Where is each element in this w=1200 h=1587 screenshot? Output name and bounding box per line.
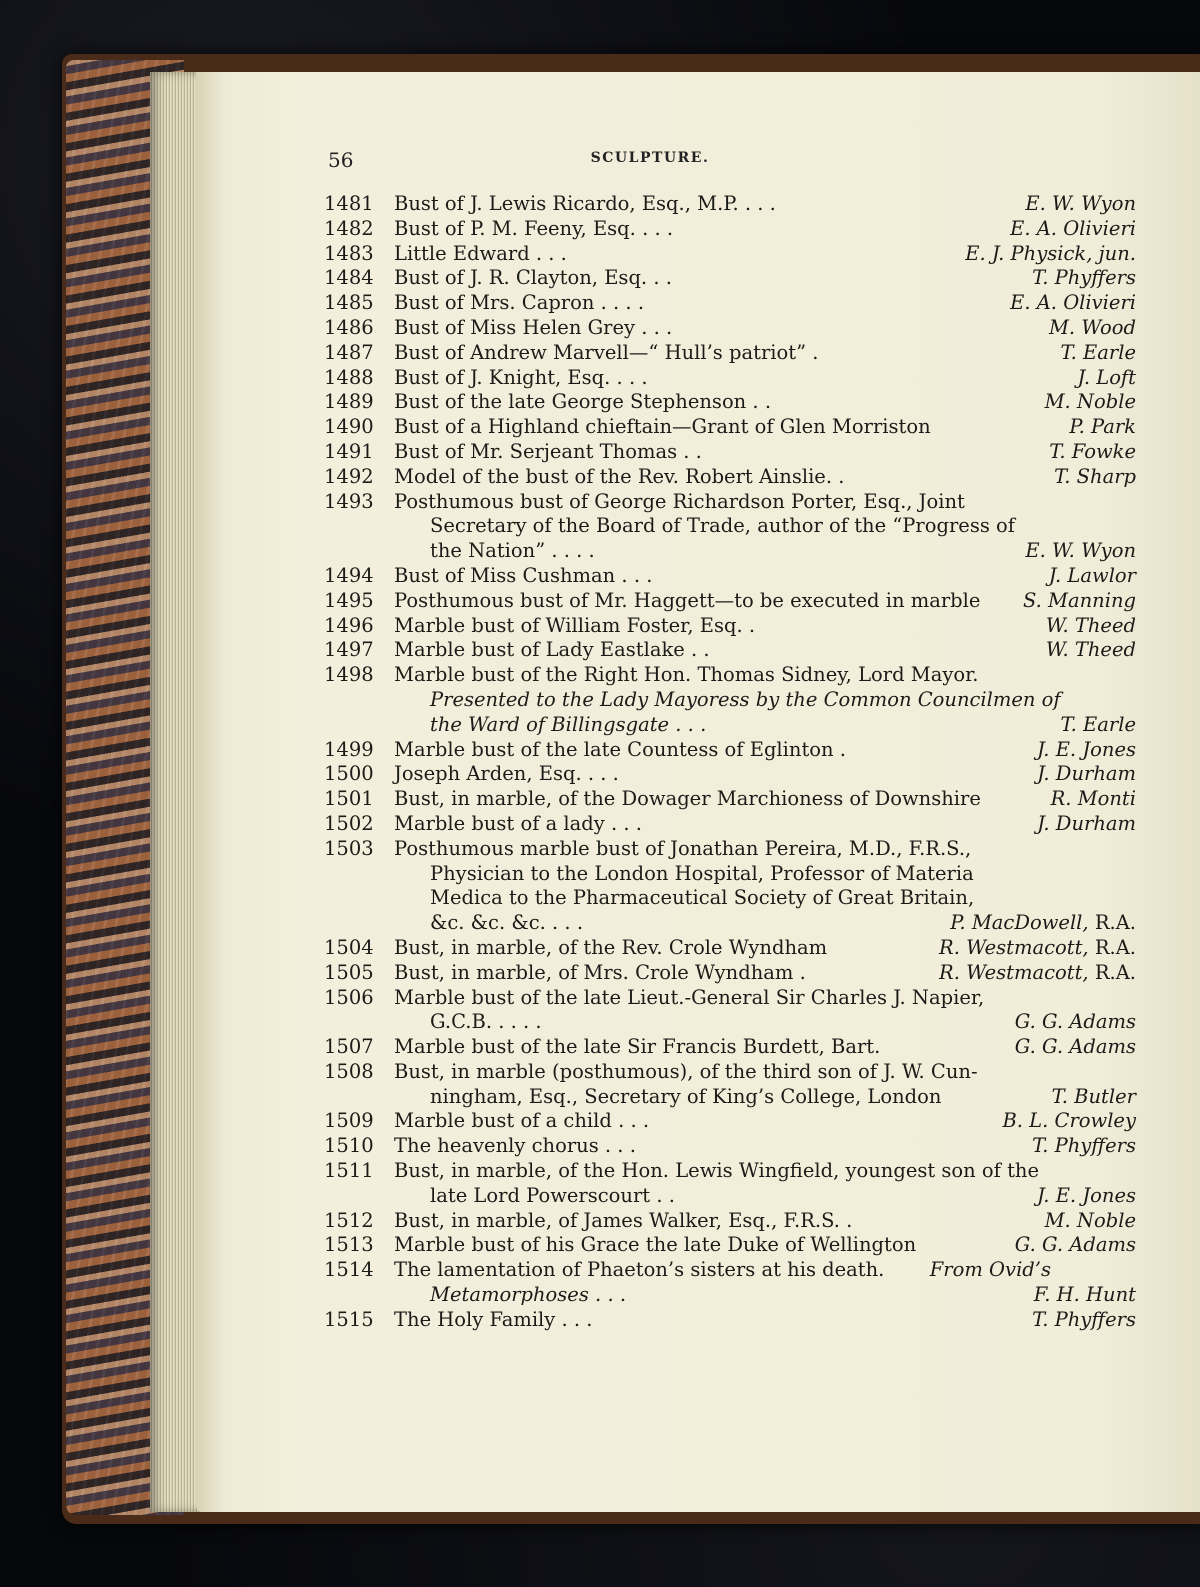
entry-artist [1032,266,1136,291]
entry-line [324,1258,1136,1283]
entry-title: Marble bust of the late Lieut.-General Sir Charles J. Napier, [394,985,985,1009]
entry-line [324,217,1136,242]
catalogue-entry [324,1258,1136,1308]
catalogue-entry [324,564,1136,589]
catalogue-entry [324,415,1136,440]
artist-name: T. Phyffers [1032,1134,1136,1158]
entry-line [324,812,1136,837]
catalogue-entry [324,738,1136,763]
entry-title: late Lord Powerscourt . . [430,1183,675,1207]
entry-title: Bust, in marble, of Mrs. Crole Wyndham . [394,960,806,984]
entry-artist [1046,638,1136,663]
entry-artist [1032,1134,1136,1159]
entry-line [324,1035,1136,1060]
catalogue-entry [324,1035,1136,1060]
entry-title: Bust of P. M. Feeny, Esq. . . . [394,216,674,240]
entry-title: Little Edward . . . [394,241,567,265]
catalogue-entry [324,1109,1136,1134]
entry-artist [1061,341,1137,366]
entry-title: Bust of a Highland chieftain—Grant of Glen Morriston [394,415,931,439]
entry-number: 1488 [324,365,374,389]
entry-number: 1492 [324,464,374,488]
entry-title: Model of the bust of the Rev. Robert Ainslie. . [394,464,845,488]
entry-artist [1032,1308,1136,1333]
entry-line [324,589,1136,614]
entry-artist [1051,787,1136,812]
artist-name: T. Fowke [1049,439,1136,463]
entry-title: ningham, Esq., Secretary of King’s College, London [430,1084,942,1108]
entry-line [324,1308,1136,1333]
entry-artist [1052,1085,1136,1110]
entry-number: 1497 [324,638,374,662]
catalogue-entry [324,614,1136,639]
artist-name: J. E. Jones [1037,1183,1136,1207]
entry-number: 1515 [324,1307,374,1331]
catalogue-entry [324,1159,1136,1209]
entry-number: 1485 [324,291,374,315]
entry-title: Medica to the Pharmaceutical Society of Great Britain, [430,886,975,910]
entry-artist [1015,1035,1136,1060]
entry-line [324,986,1136,1011]
entry-artist [1049,440,1136,465]
entry-line [324,490,1136,515]
catalogue-entry [324,787,1136,812]
entry-line [324,762,1136,787]
entry-artist [1049,316,1136,341]
entry-title: Marble bust of William Foster, Esq. . [394,613,756,637]
entry-title: Bust of Miss Helen Grey . . . [394,315,673,339]
artist-name: T. Sharp [1054,464,1136,488]
entry-number: 1482 [324,216,374,240]
entry-number: 1506 [324,985,374,1009]
artist-name: J. Loft [1077,365,1136,389]
artist-name: E. J. Physick, jun. [965,241,1136,265]
entry-number: 1503 [324,836,374,860]
entry-line [324,911,1136,936]
catalogue-entry [324,366,1136,391]
entry-title: Secretary of the Board of Trade, author of the “Progress of [430,514,1015,538]
artist-name: T. Earle [1060,712,1136,736]
entry-number: 1512 [324,1208,374,1232]
artist-suffix: R.A. [1088,960,1136,984]
entry-number: 1484 [324,266,374,290]
entry-number: 1491 [324,439,374,463]
entry-artist [1045,390,1136,415]
entry-line [324,316,1136,341]
entry-number: 1505 [324,960,374,984]
entry-number: 1494 [324,563,374,587]
entry-number: 1504 [324,935,374,959]
catalogue-entry [324,192,1136,217]
entry-title: Marble bust of a child . . . [394,1109,650,1133]
entry-line [324,1184,1136,1209]
artist-name: T. Butler [1051,1084,1136,1108]
artist-suffix: R.A. [1088,911,1136,935]
artist-name: M. Noble [1044,390,1136,414]
artist-name: E. A. Olivieri [1010,216,1136,240]
artist-name: T. Phyffers [1032,266,1136,290]
entry-title: Marble bust of Lady Eastlake . . [394,638,710,662]
catalogue-entry [324,217,1136,242]
entry-artist [1034,1283,1136,1308]
entry-title: Marble bust of the Right Hon. Thomas Sidney, Lord Mayor. [394,663,979,687]
entry-line [324,539,1136,564]
catalogue-entry [324,291,1136,316]
entry-line [324,713,1136,738]
entry-number: 1509 [324,1109,374,1133]
catalogue-entry [324,663,1136,737]
page-number: 56 [328,148,354,172]
entry-artist [950,911,1136,936]
entry-line [324,614,1136,639]
catalogue-entry [324,961,1136,986]
entry-line [324,390,1136,415]
entry-artist [1025,539,1136,564]
entry-title: The heavenly chorus . . . [394,1134,636,1158]
entry-number: 1481 [324,192,374,215]
catalogue-entry [324,1308,1136,1333]
entry-line [324,465,1136,490]
entry-artist [1037,1184,1136,1209]
entry-number: 1500 [324,762,374,786]
artist-name: G. G. Adams [1014,1010,1136,1034]
entry-artist [1015,1233,1136,1258]
entry-line [324,1283,1136,1308]
entry-artist [1025,192,1136,217]
entry-artist [1015,1010,1136,1035]
entry-line [324,564,1136,589]
entry-number: 1510 [324,1134,374,1158]
entry-line [324,1085,1136,1110]
entry-number: 1514 [324,1258,374,1282]
entry-artist [939,936,1136,961]
entry-line [324,1233,1136,1258]
catalogue-entry [324,638,1136,663]
entry-title: Posthumous bust of George Richardson Porter, Esq., Joint [394,489,965,513]
entry-title: Bust of Andrew Marvell—“ Hull’s patriot” . [394,340,819,364]
entry-artist [1037,812,1136,837]
entry-line [324,961,1136,986]
entry-title: &c. &c. &c. . . . [430,911,584,935]
entry-artist [1061,713,1137,738]
entry-line [324,1134,1136,1159]
catalogue-entry [324,1134,1136,1159]
catalogue-entry [324,986,1136,1036]
entry-title: Bust of J. R. Clayton, Esq. . . [394,266,672,290]
entry-title: Bust, in marble, of the Hon. Lewis Wingfield, youngest son of the [394,1159,1040,1183]
artist-name: M. Wood [1048,315,1136,339]
entry-artist [1046,614,1136,639]
catalogue-entry [324,812,1136,837]
catalogue-entry [324,266,1136,291]
artist-name: R. Monti [1050,787,1136,811]
entry-title: Joseph Arden, Esq. . . . [394,762,619,786]
entry-title: Posthumous bust of Mr. Haggett—to be executed in marble [394,588,981,612]
entry-artist [1037,738,1136,763]
entry-line [324,1010,1136,1035]
entry-number: 1498 [324,663,374,687]
entry-line [324,1060,1136,1085]
entry-artist [1069,415,1136,440]
entry-line [324,192,1136,217]
entry-title: Bust of Mr. Serjeant Thomas . . [394,439,702,463]
entry-title: The lamentation of Phaeton’s sisters at his death. [394,1258,885,1282]
entry-title: Physician to the London Hospital, Professor of Materia [430,861,974,885]
entry-inline-note: From Ovid’s [929,1258,1051,1282]
artist-name: J. Durham [1037,762,1136,786]
catalogue-entry [324,316,1136,341]
section-title: SCULPTURE. [590,150,710,166]
catalogue-entry [324,242,1136,267]
artist-name: T. Earle [1060,340,1136,364]
entry-line [324,837,1136,862]
entry-number: 1486 [324,315,374,339]
entry-artist [1045,1209,1136,1234]
artist-name: J. Durham [1037,811,1136,835]
entry-number: 1507 [324,1035,374,1059]
entry-number: 1489 [324,390,374,414]
catalogue-entry [324,341,1136,366]
entry-number: 1487 [324,340,374,364]
entry-artist [1002,1109,1136,1134]
artist-name: B. L. Crowley [1002,1109,1136,1133]
entry-line [324,341,1136,366]
catalogue-entry [324,837,1136,936]
entry-title: G.C.B. . . . . [430,1010,542,1034]
entry-line [324,936,1136,961]
artist-name: G. G. Adams [1014,1035,1136,1059]
entry-artist [1049,564,1136,589]
entry-number: 1501 [324,787,374,811]
entry-line [324,886,1136,911]
entry-line [324,514,1136,539]
entry-title: Posthumous marble bust of Jonathan Pereira, M.D., F.R.S., [394,836,972,860]
artist-suffix: R.A. [1088,935,1136,959]
entry-line [324,738,1136,763]
entry-artist [939,961,1136,986]
artist-name: S. Manning [1022,588,1136,612]
entry-title: Metamorphoses . . . [430,1283,627,1307]
entry-number: 1490 [324,415,374,439]
artist-name: P. Park [1069,415,1136,439]
entry-line [324,663,1136,688]
entry-artist [1010,291,1136,316]
catalogue-entry [324,1209,1136,1234]
entry-artist [1023,589,1136,614]
entry-line [324,862,1136,887]
entry-line [324,1209,1136,1234]
entry-number: 1495 [324,588,374,612]
entry-artist [1010,217,1136,242]
entry-line [324,787,1136,812]
artist-name: R. Westmacott, [939,935,1089,959]
entry-line [324,638,1136,663]
entry-title: Bust, in marble, of the Rev. Crole Wyndham [394,935,828,959]
entry-line [324,415,1136,440]
entry-line [324,1159,1136,1184]
entry-title: Bust of the late George Stephenson . . [394,390,772,414]
entry-title: Marble bust of a lady . . . [394,811,642,835]
artist-name: E. W. Wyon [1025,539,1136,563]
catalogue-entry [324,465,1136,490]
entry-title: the Nation” . . . . [430,539,595,563]
entry-line [324,242,1136,267]
artist-name: W. Theed [1045,613,1136,637]
catalogue-entry [324,490,1136,564]
catalogue-entry [324,762,1136,787]
catalogue-entry [324,936,1136,961]
entry-line [324,291,1136,316]
entry-title: The Holy Family . . . [394,1307,593,1331]
entry-number: 1496 [324,613,374,637]
catalogue-entry [324,1233,1136,1258]
entry-title: Bust of J. Knight, Esq. . . . [394,365,648,389]
entry-title: Marble bust of his Grace the late Duke of Wellington [394,1233,917,1257]
entry-artist [1078,366,1136,391]
catalogue-entry [324,390,1136,415]
artist-name: E. W. Wyon [1025,192,1136,215]
catalogue-entry [324,1060,1136,1110]
entry-line [324,366,1136,391]
entry-title: Bust, in marble, of the Dowager Marchioness of Downshire [394,787,981,811]
artist-name: G. G. Adams [1014,1233,1136,1257]
catalogue-entries [324,192,1136,1333]
catalogue-entry [324,440,1136,465]
entry-line [324,688,1136,713]
entry-title: Marble bust of the late Countess of Eglinton . [394,737,846,761]
entry-number: 1483 [324,241,374,265]
artist-name: J. E. Jones [1037,737,1136,761]
catalogue-entry [324,589,1136,614]
entry-title: Bust, in marble, of James Walker, Esq., F.R.S. . [394,1208,853,1232]
entry-line [324,1109,1136,1134]
artist-name: M. Noble [1044,1208,1136,1232]
entry-artist [1037,762,1136,787]
artist-name: J. Lawlor [1048,563,1136,587]
entry-title: Bust of Miss Cushman . . . [394,563,653,587]
entry-number: 1508 [324,1059,374,1083]
entry-number: 1499 [324,737,374,761]
entry-title: Bust, in marble (posthumous), of the third son of J. W. Cun- [394,1059,978,1083]
artist-name: R. Westmacott, [939,960,1089,984]
artist-name: T. Phyffers [1032,1307,1136,1331]
entry-number: 1502 [324,811,374,835]
entry-title: Bust of Mrs. Capron . . . . [394,291,645,315]
entry-line [324,266,1136,291]
entry-artist [965,242,1136,267]
entry-number: 1513 [324,1233,374,1257]
artist-name: P. MacDowell, [950,911,1089,935]
artist-name: W. Theed [1045,638,1136,662]
entry-title: Bust of J. Lewis Ricardo, Esq., M.P. . . . [394,192,776,215]
entry-title: the Ward of Billingsgate . . . [430,712,707,736]
artist-name: F. H. Hunt [1033,1283,1136,1307]
entry-artist [1054,465,1136,490]
entry-number: 1511 [324,1159,374,1183]
entry-title: Marble bust of the late Sir Francis Burdett, Bart. [394,1035,881,1059]
artist-name: E. A. Olivieri [1010,291,1136,315]
entry-line [324,440,1136,465]
entry-number: 1493 [324,489,374,513]
entry-title: Presented to the Lady Mayoress by the Common Councilmen of [430,687,1061,711]
